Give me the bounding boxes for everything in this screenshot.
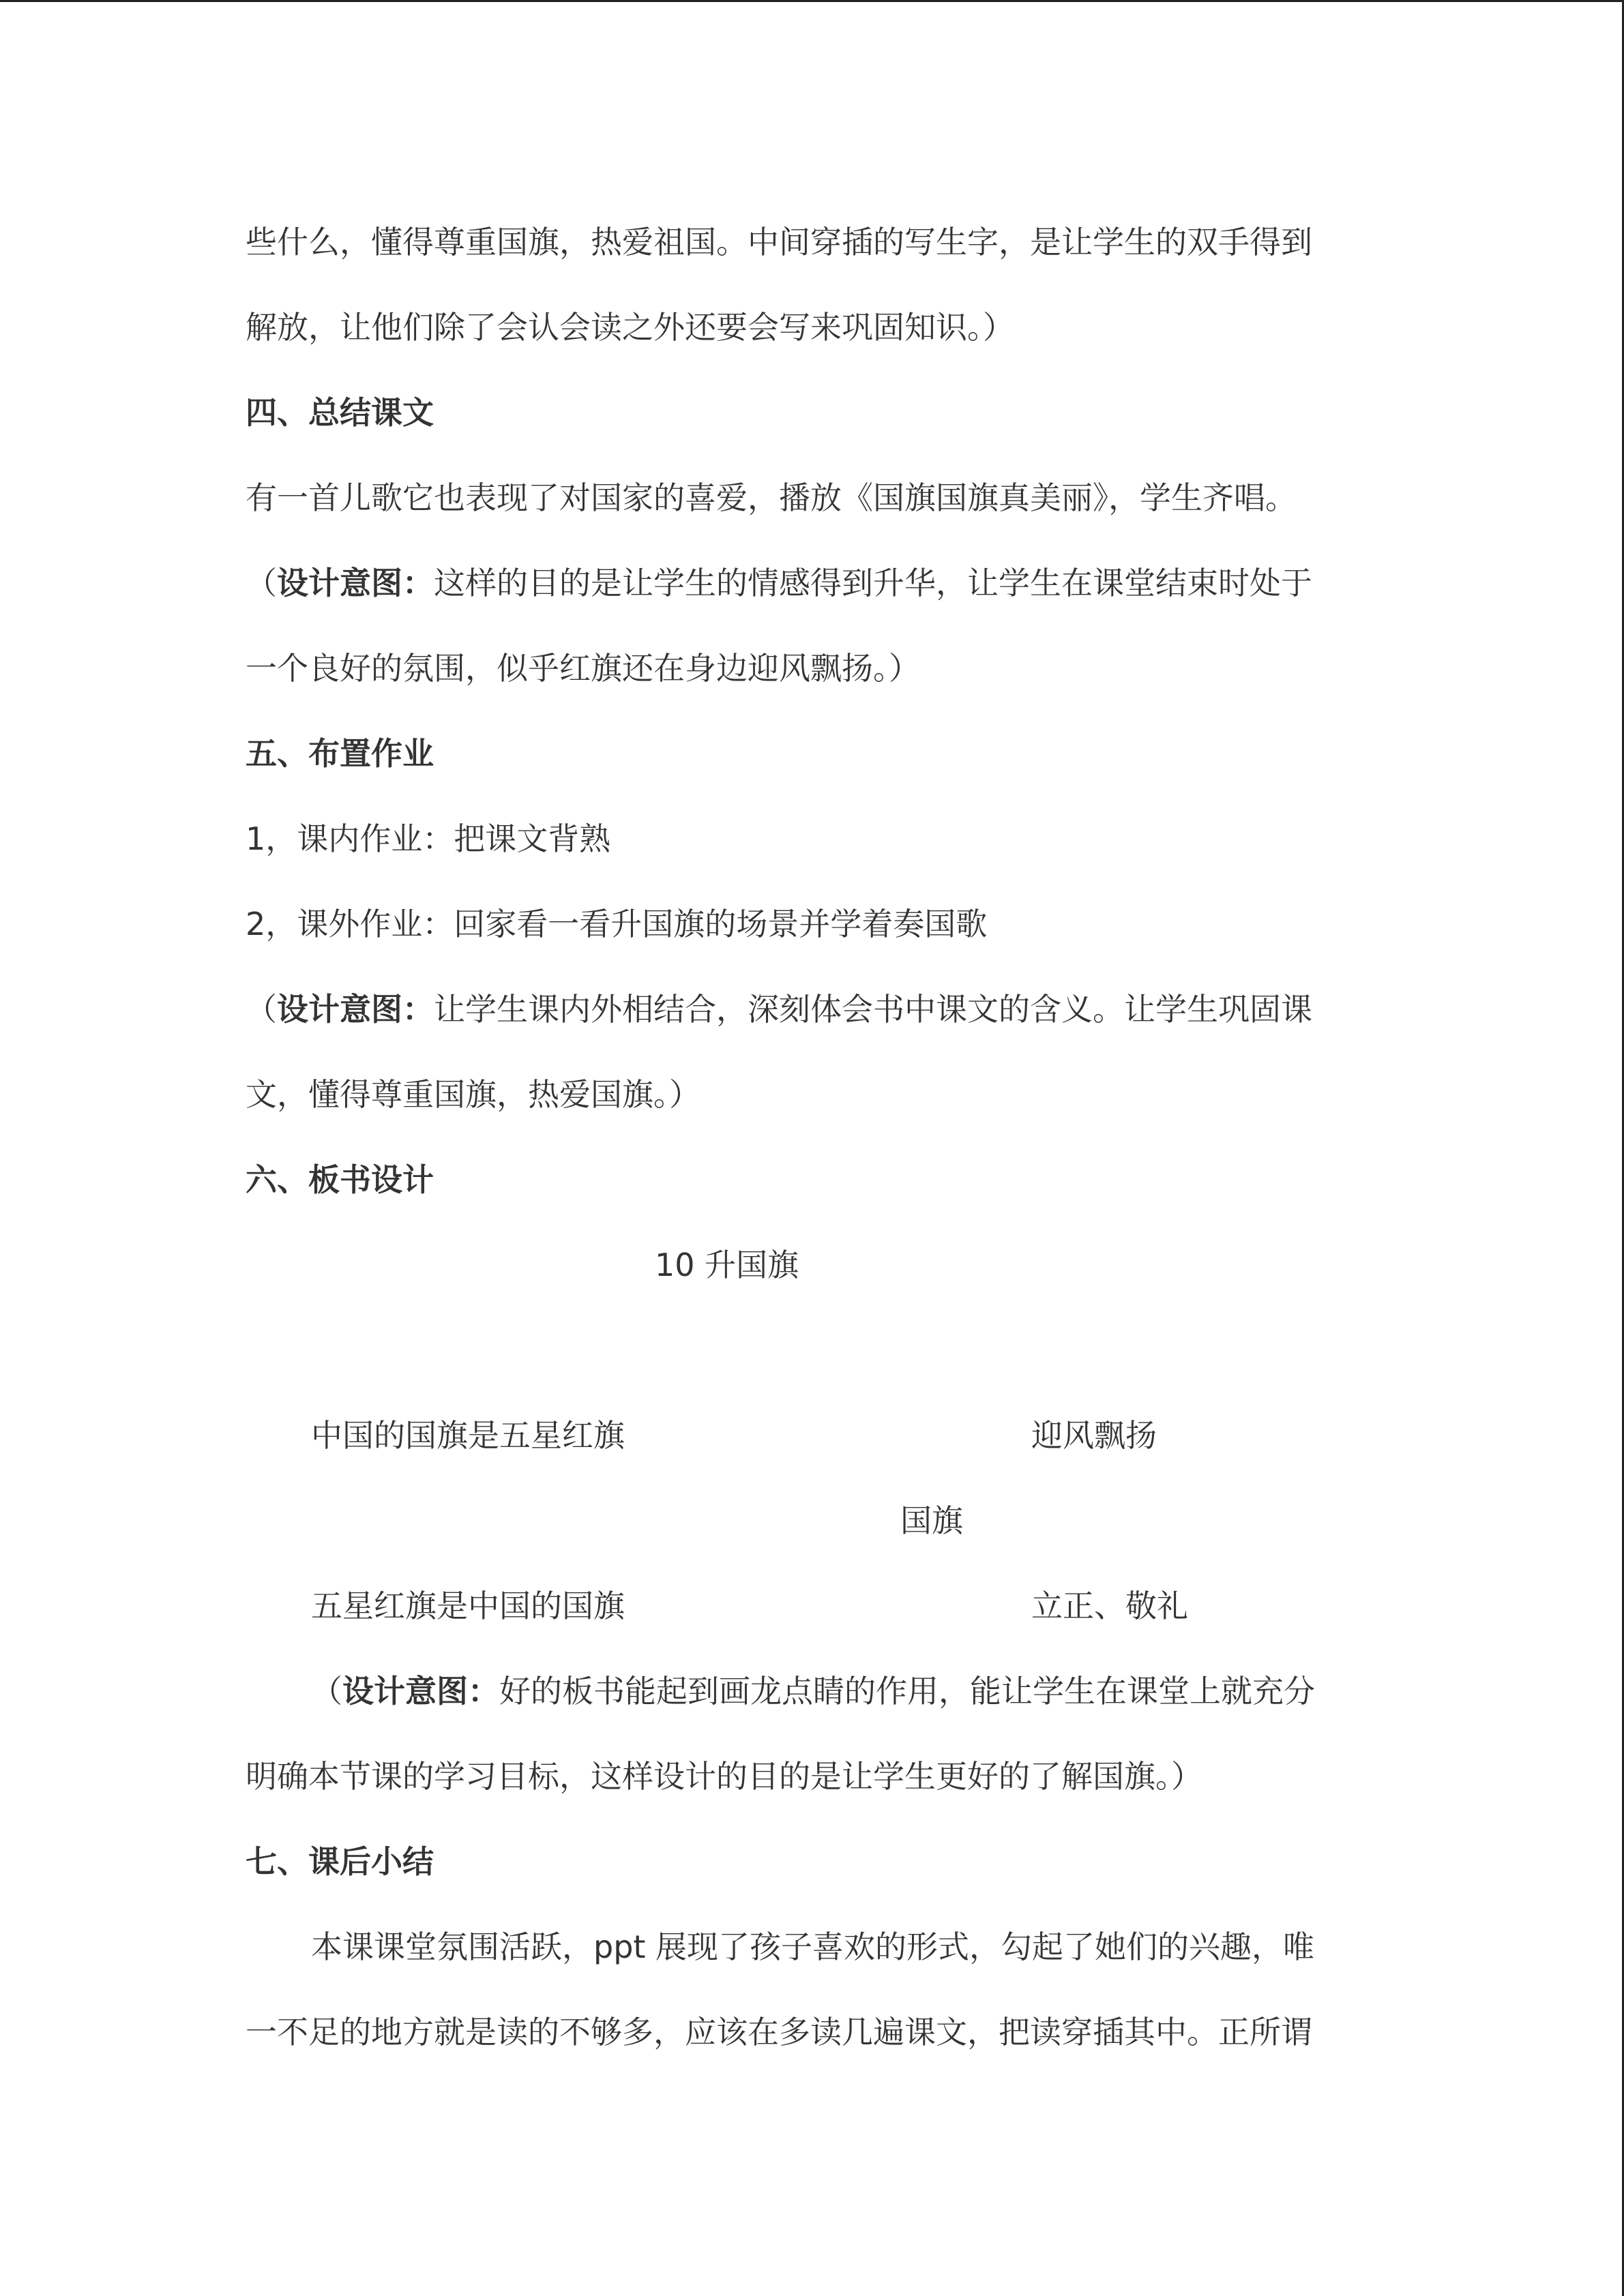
board-title: 10 升国旗 <box>655 1247 799 1283</box>
section-5-design-intent-line-1 <box>246 989 1312 1030</box>
board-left-bottom: 五星红旗是中国的国旗 <box>311 1587 625 1624</box>
board-right-top: 迎风飘扬 <box>1031 1417 1157 1454</box>
open-paren: （ <box>246 565 277 601</box>
design-intent-label: 设计意图： <box>277 991 434 1028</box>
page-top-border <box>0 0 1624 2</box>
open-paren: （ <box>246 991 277 1028</box>
section-6-design-intent-line-1 <box>311 1671 1315 1712</box>
design-intent-text: 让学生课内外相结合，深刻体会书中课文的含义。让学生巩固课 <box>434 991 1312 1028</box>
board-center: 国旗 <box>900 1502 963 1539</box>
board-left-top: 中国的国旗是五星红旗 <box>311 1417 625 1454</box>
section-7-paragraph-line-1: 本课课堂氛围活跃，ppt 展现了孩子喜欢的形式，勾起了她们的兴趣，唯 <box>311 1928 1315 1965</box>
section-5-design-intent-line-2: 文，懂得尊重国旗，热爱国旗。） <box>246 1076 700 1113</box>
board-right-bottom: 立正、敬礼 <box>1031 1587 1188 1624</box>
design-intent-label: 设计意图： <box>277 565 434 601</box>
continuation-line-2: 解放，让他们除了会认会读之外还要会写来巩固知识。） <box>246 309 1014 346</box>
homework-item-1: 1，课内作业：把课文背熟 <box>246 820 611 857</box>
section-4-design-intent-line-1 <box>246 563 1312 603</box>
section-4-paragraph: 有一首儿歌它也表现了对国家的喜爱，播放《国旗国旗真美丽》，学生齐唱。 <box>246 479 1297 516</box>
section-7-paragraph-line-2: 一不足的地方就是读的不够多，应该在多读几遍课文，把读穿插其中。正所谓 <box>246 2014 1312 2051</box>
design-intent-text: 好的板书能起到画龙点睛的作用，能让学生在课堂上就充分 <box>499 1673 1315 1710</box>
design-intent-label: 设计意图： <box>342 1673 499 1710</box>
section-5-heading: 五、布置作业 <box>246 735 434 772</box>
section-4-heading: 四、总结课文 <box>246 394 434 431</box>
homework-item-2: 2，课外作业：回家看一看升国旗的场景并学着奏国歌 <box>246 906 988 942</box>
continuation-line-1: 些什么，懂得尊重国旗，热爱祖国。中间穿插的写生字，是让学生的双手得到 <box>246 224 1312 260</box>
open-paren: （ <box>311 1673 342 1710</box>
section-4-design-intent-line-2: 一个良好的氛围，似乎红旗还在身边迎风飘扬。） <box>246 650 920 687</box>
design-intent-text: 这样的目的是让学生的情感得到升华，让学生在课堂结束时处于 <box>434 565 1312 601</box>
section-7-heading: 七、课后小结 <box>246 1843 434 1880</box>
section-6-heading: 六、板书设计 <box>246 1161 434 1198</box>
section-6-design-intent-line-2: 明确本节课的学习目标，这样设计的目的是让学生更好的了解国旗。） <box>246 1758 1202 1795</box>
